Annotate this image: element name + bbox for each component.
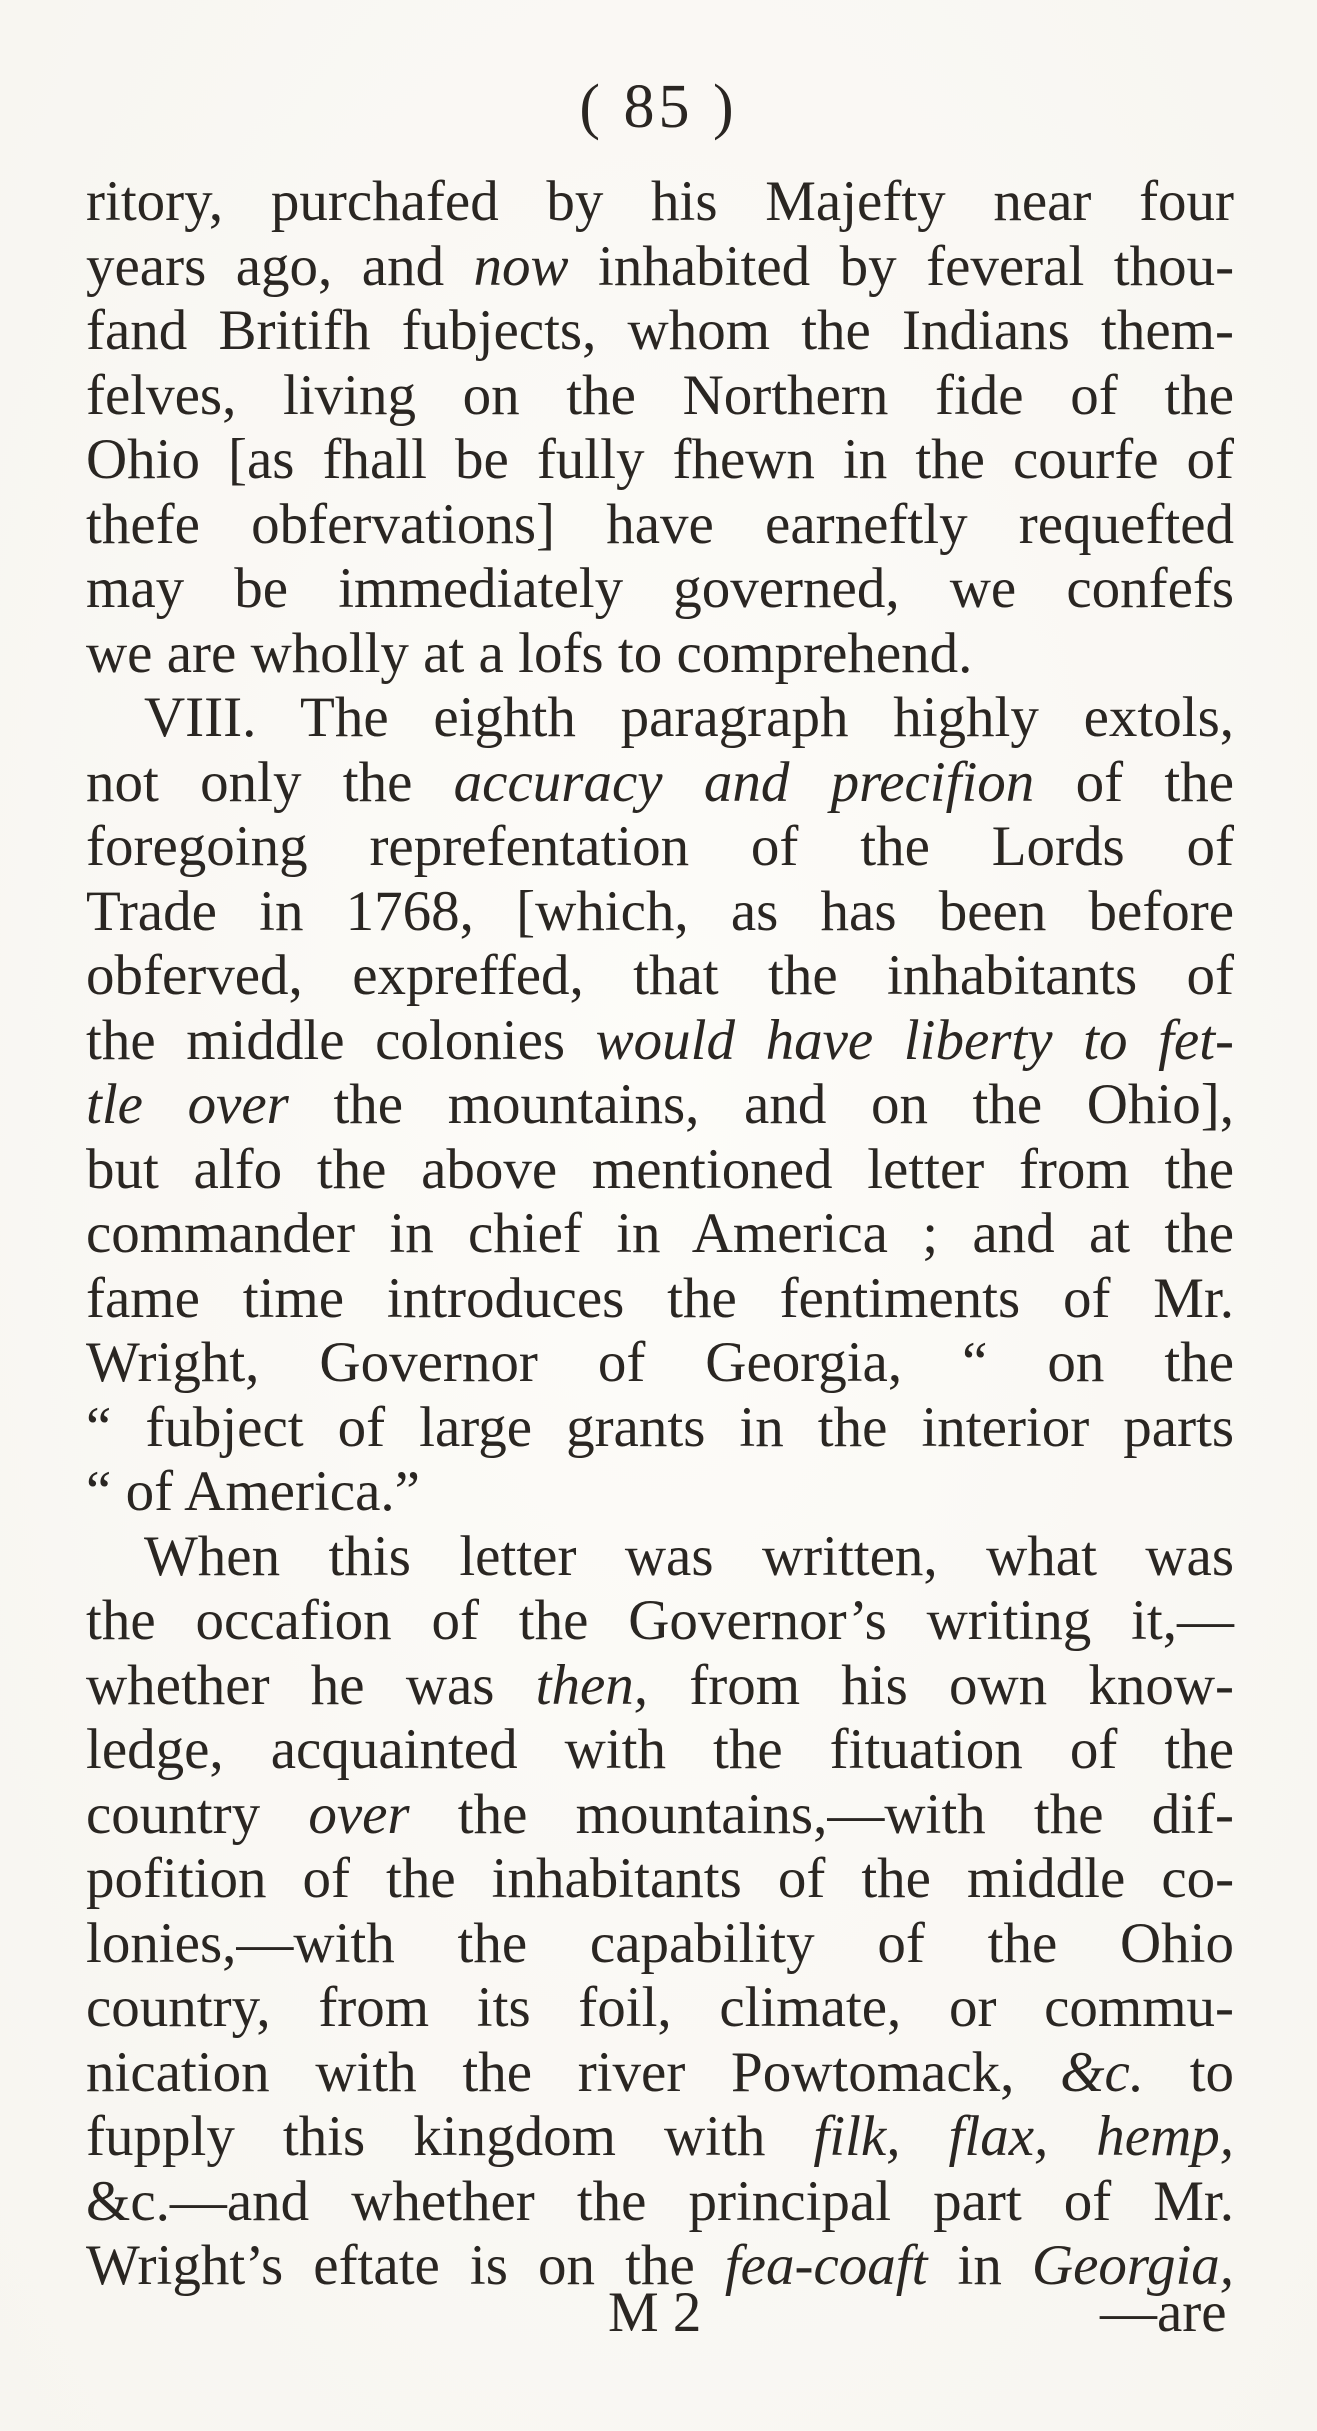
text-line: the occafion of the Governor’s writing it,— <box>86 1589 1235 1652</box>
text-line: whether he was then, from his own know- <box>86 1653 1235 1717</box>
text-line: ledge, acquainted with the fituation of the <box>86 1718 1234 1781</box>
body-text <box>86 170 1234 2299</box>
text-line: nication with the river Powtomack, &c. to <box>86 2040 1235 2104</box>
text-line: may be immediately governed, we confefs <box>86 557 1235 620</box>
text-line: “ fubject of large grants in the interior parts <box>86 1395 1235 1459</box>
text-line: thefe obfervations] have earneftly requefted <box>86 492 1234 556</box>
text-line: fupply this kingdom with filk, flax, hemp, <box>86 2105 1235 2168</box>
text-line: Trade in 1768, [which, as has been before <box>86 879 1235 943</box>
text-line: not only the accuracy and precifion of the <box>86 750 1234 814</box>
text-line: VIII. The eighth paragraph highly extols, <box>144 686 1234 749</box>
text-line: &c.—and whether the principal part of Mr. <box>86 2169 1234 2233</box>
text-line: we are wholly at a lofs to comprehend. <box>86 621 973 685</box>
text-line: When this letter was written, what was <box>144 1524 1235 1588</box>
catchword: —are <box>1100 2281 1227 2344</box>
page-number: ( 85 ) <box>579 73 738 141</box>
text-line: commander in chief in America ; and at the <box>86 1202 1235 1265</box>
text-line: country over the mountains,—with the dif- <box>86 1782 1235 1846</box>
page-footer <box>0 2280 1317 2350</box>
text-line: “ of America.” <box>86 1460 420 1523</box>
text-line: fand Britifh fubjects, whom the Indians them- <box>86 299 1235 362</box>
text-line: the middle colonies would have liberty to fet- <box>86 1008 1235 1072</box>
text-line: tle over the mountains, and on the Ohio], <box>86 1073 1234 1136</box>
text-line: Wright’s eftate is on the fea-coaft in Georgia, <box>86 2234 1235 2297</box>
text-line: but alfo the above mentioned letter from the <box>86 1137 1235 1201</box>
text-line: lonies,—with the capability of the Ohio <box>86 1911 1235 1975</box>
text-line: country, from its foil, climate, or commu- <box>86 1976 1235 2039</box>
text-line: Ohio [as fhall be fully fhewn in the courfe of <box>86 428 1235 491</box>
text-line: ritory, purchafed by his Majefty near four <box>86 170 1235 233</box>
text-line: Wright, Governor of Georgia, “ on the <box>86 1331 1235 1394</box>
text-line: obferved, expreffed, that the inhabitants of <box>86 944 1234 1007</box>
text-line: fame time introduces the fentiments of Mr. <box>86 1266 1235 1330</box>
text-line: foregoing reprefentation of the Lords of <box>86 815 1234 878</box>
text-line: felves, living on the Northern fide of the <box>86 363 1235 427</box>
signature-mark: M 2 <box>608 2281 702 2344</box>
text-line: years ago, and now inhabited by feveral thou- <box>86 234 1235 298</box>
text-line: pofition of the inhabitants of the middle co- <box>86 1847 1235 1910</box>
